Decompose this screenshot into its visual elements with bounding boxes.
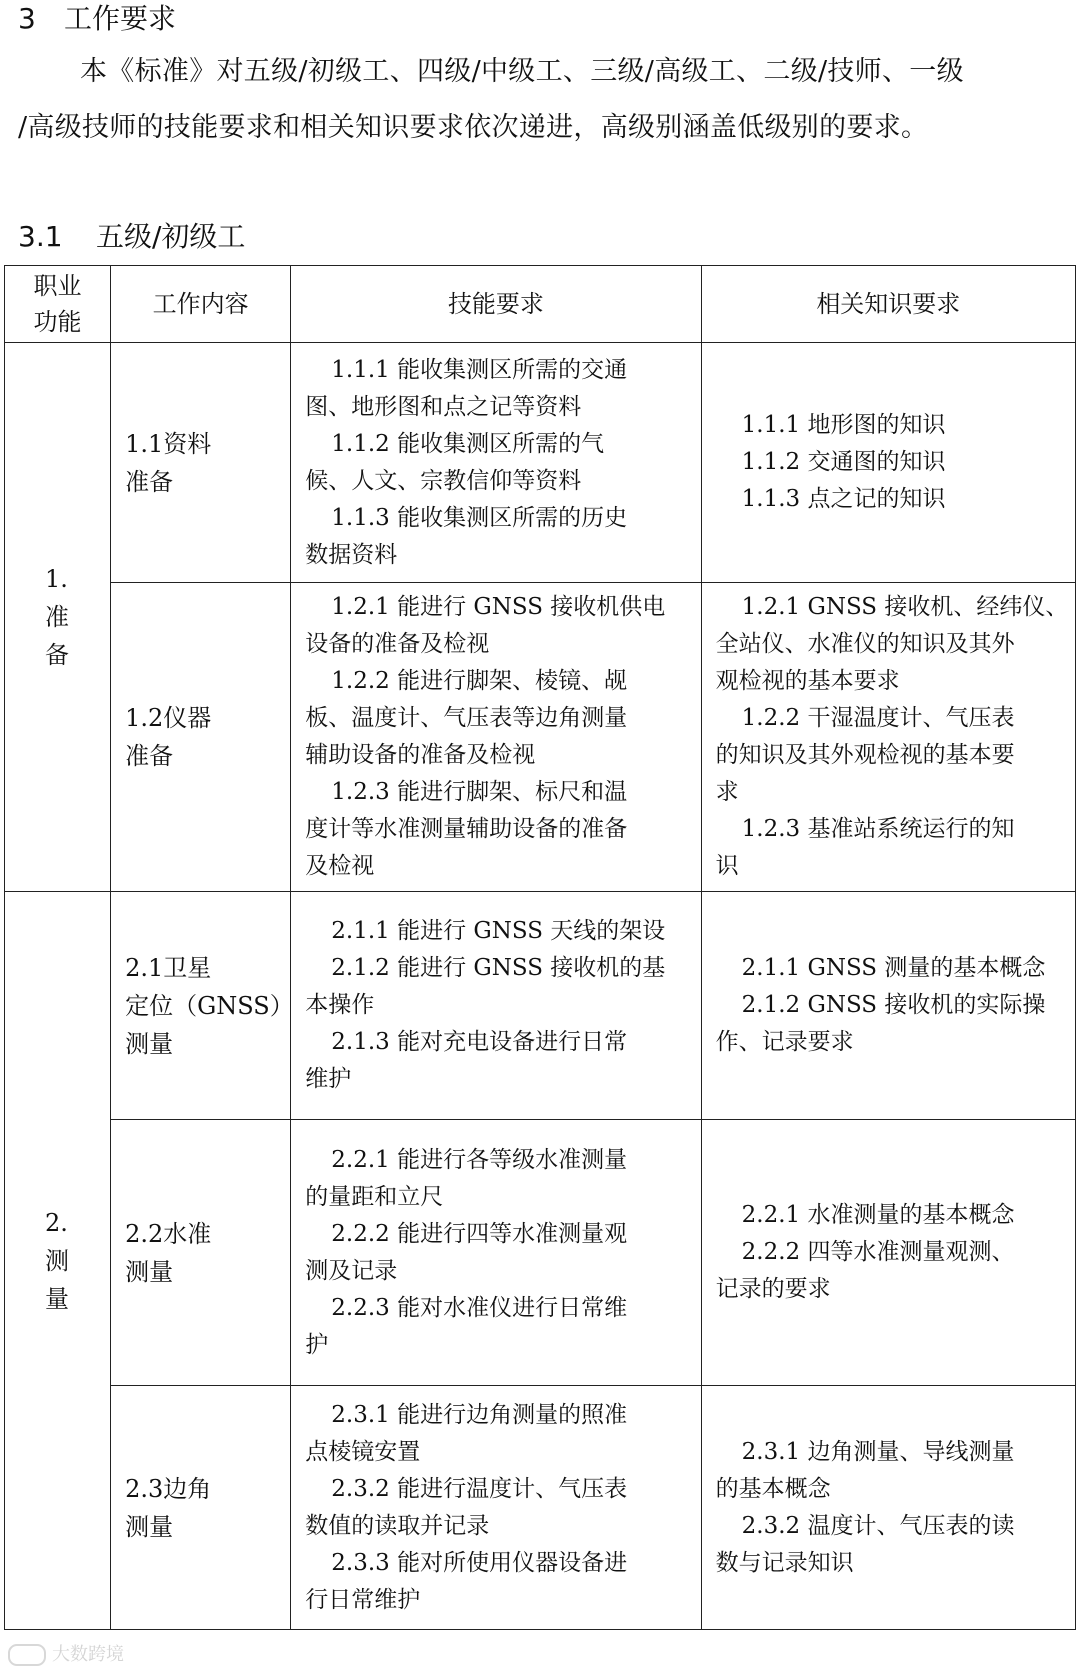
work-content-number: 2.2 [125, 1219, 164, 1248]
skill-item-line: 测及记录 [305, 1257, 398, 1284]
work-content-char-a: 边 [163, 1474, 188, 1503]
work-content-char-b: 角 [187, 1474, 212, 1503]
knowledge-item-line: 1.2.1 GNSS 接收机、经纬仪、 [741, 594, 1069, 620]
skill-requirements-cell [291, 892, 701, 1120]
skill-item-line: 2.1.2 能进行 GNSS 接收机的基 [331, 955, 666, 981]
function-label-line1: 1. [45, 565, 68, 593]
skill-item [305, 1545, 688, 1619]
skill-item-line: 2.2.3 能对水准仪进行日常维 [331, 1294, 628, 1321]
knowledge-item [716, 1434, 1063, 1508]
skill-item [305, 1290, 688, 1364]
knowledge-requirements-cell [701, 343, 1075, 583]
skill-item [305, 352, 688, 426]
function-label-line1: 2. [45, 1208, 68, 1237]
work-content-line-2: 测量 [125, 1512, 174, 1541]
skill-item-line: 1.1.3 能收集测区所需的历史 [331, 504, 628, 531]
watermark [8, 1640, 124, 1666]
header-skill: 技能要求 [291, 266, 701, 343]
knowledge-item-line: 1.2.3 基准站系统运行的知 [741, 816, 1015, 842]
skill-item [305, 426, 688, 500]
work-content-number: 2.1 [125, 953, 164, 982]
skill-item-line: 行日常维护 [305, 1586, 421, 1613]
knowledge-item-line: 的基本概念 [715, 1475, 831, 1502]
watermark-logo-icon [8, 1644, 46, 1666]
knowledge-item-line: 1.2.2 干湿温度计、气压表 [741, 705, 1015, 731]
table-row [5, 1386, 1076, 1630]
knowledge-item-line: 的知识及其外观检视的基本要 [715, 742, 1015, 768]
work-content-cell [111, 1120, 291, 1386]
section-title-text: 工作要求 [64, 2, 177, 35]
skill-item-line: 及检视 [305, 853, 375, 879]
table-row [5, 892, 1076, 1120]
knowledge-item-line: 观检视的基本要求 [715, 668, 900, 694]
table-row [5, 343, 1076, 583]
skill-item-line: 1.1.2 能收集测区所需的气 [331, 430, 605, 457]
skill-item [305, 1471, 688, 1545]
knowledge-requirements-cell [701, 892, 1075, 1120]
intro-line-1: 本《标准》对五级/初级工、四级/中级工、三级/高级工、二级/技师、一级 [80, 56, 964, 87]
knowledge-item-line: 2.1.2 GNSS 接收机的实际操 [741, 992, 1046, 1018]
skill-item-line: 2.2.2 能进行四等水准测量观 [331, 1220, 628, 1247]
knowledge-item-line: 求 [715, 779, 739, 805]
skill-item-line: 1.1.1 能收集测区所需的交通 [331, 356, 628, 383]
function-label-line3: 量 [45, 1284, 69, 1313]
skill-item-line: 2.3.2 能进行温度计、气压表 [331, 1475, 628, 1502]
table-row [5, 583, 1076, 892]
subsection-title-text: 五级/初级工 [96, 220, 246, 253]
knowledge-requirements-cell [701, 1386, 1075, 1630]
skill-item [305, 774, 688, 885]
skill-item [305, 663, 688, 774]
knowledge-item-line: 2.2.2 四等水准测量观测、 [741, 1239, 1015, 1265]
subsection-number: 3.1 [18, 220, 63, 253]
header-knowledge: 相关知识要求 [701, 266, 1075, 343]
work-content-char-b: 准 [187, 1219, 212, 1248]
knowledge-item-line: 2.2.1 水准测量的基本概念 [741, 1202, 1015, 1228]
skill-item [305, 589, 688, 663]
work-content-line-2: 定位（GNSS） [125, 991, 294, 1020]
skill-item-line: 点棱镜安置 [305, 1438, 421, 1465]
knowledge-item-line: 数与记录知识 [715, 1549, 854, 1576]
work-content-line-1 [125, 425, 278, 463]
function-cell [5, 892, 111, 1630]
work-content-line-2: 准备 [125, 467, 174, 496]
function-label-line2: 测 [45, 1246, 69, 1275]
skill-requirements-cell [291, 1120, 701, 1386]
skill-item-line: 设备的准备及检视 [305, 631, 490, 657]
table-row [5, 1120, 1076, 1386]
knowledge-item [716, 811, 1063, 885]
skill-item [305, 1142, 688, 1216]
knowledge-item-line: 记录的要求 [715, 1276, 831, 1302]
intro-paragraph [18, 44, 1058, 156]
skill-item-line: 候、人文、宗教信仰等资料 [305, 467, 582, 494]
skill-item-line: 1.2.2 能进行脚架、棱镜、觇 [331, 668, 628, 694]
table-header-row [5, 266, 1076, 343]
work-content-line-3: 测量 [125, 1029, 174, 1058]
skill-item-line: 2.1.1 能进行 GNSS 天线的架设 [331, 918, 666, 944]
knowledge-item-line: 1.1.3 点之记的知识 [741, 486, 946, 512]
skill-item-line: 护 [305, 1331, 329, 1358]
skill-item-line: 图、地形图和点之记等资料 [305, 393, 582, 420]
knowledge-item-line: 作、记录要求 [715, 1029, 854, 1055]
skill-item-line: 度计等水准测量辅助设备的准备 [305, 816, 628, 842]
table-body [5, 343, 1076, 1630]
knowledge-item-line: 2.3.1 边角测量、导线测量 [741, 1438, 1015, 1465]
work-content-char-b: 器 [187, 704, 212, 732]
knowledge-item [716, 700, 1063, 811]
knowledge-item [716, 987, 1063, 1061]
intro-line-2: /高级技师的技能要求和相关知识要求依次递进，高级别涵盖低级别的要求。 [18, 112, 929, 143]
work-content-char-a: 仪 [163, 704, 188, 732]
subsection-heading [18, 220, 245, 254]
skill-item-line: 本操作 [305, 992, 375, 1018]
function-label-line2: 准 [45, 603, 69, 631]
work-content-char-b: 料 [187, 429, 212, 458]
work-content-number: 1.2 [125, 704, 164, 732]
skill-item-line: 2.2.1 能进行各等级水准测量 [331, 1146, 628, 1173]
work-content-line-1 [125, 1470, 278, 1508]
header-function [5, 266, 111, 343]
work-content-char-b: 星 [187, 953, 212, 982]
watermark-text: 大数跨境 [52, 1644, 124, 1665]
work-content-cell [111, 1386, 291, 1630]
skill-item-line: 1.2.1 能进行 GNSS 接收机供电 [331, 594, 666, 620]
skill-item [305, 1024, 688, 1098]
knowledge-requirements-cell [701, 1120, 1075, 1386]
skill-item [305, 950, 688, 1024]
work-content-char-a: 卫 [163, 953, 188, 982]
knowledge-item-line: 1.1.2 交通图的知识 [741, 449, 946, 475]
skill-item-line: 维护 [305, 1066, 352, 1092]
knowledge-item-line: 全站仪、水准仪的知识及其外 [715, 631, 1015, 657]
work-content-line-1 [125, 699, 278, 737]
skill-item-line: 的量距和立尺 [305, 1183, 444, 1210]
knowledge-requirements-cell [701, 583, 1075, 892]
knowledge-item-line: 2.3.2 温度计、气压表的读 [741, 1512, 1015, 1539]
work-content-cell [111, 583, 291, 892]
function-cell [5, 343, 111, 892]
work-content-cell [111, 343, 291, 583]
work-content-number: 1.1 [125, 429, 164, 458]
skill-item-line: 2.1.3 能对充电设备进行日常 [331, 1029, 628, 1055]
work-content-line-1 [125, 1215, 278, 1253]
function-label-line3: 备 [45, 641, 69, 669]
knowledge-item [715, 589, 1069, 700]
knowledge-item [716, 950, 1063, 987]
skill-item-line: 数值的读取并记录 [305, 1512, 490, 1539]
knowledge-item-line: 1.1.1 地形图的知识 [741, 412, 946, 438]
skill-requirements-cell [291, 343, 701, 583]
work-content-line-2: 准备 [125, 742, 174, 770]
header-function-line-2: 功能 [33, 308, 82, 336]
skill-item-line: 2.3.1 能进行边角测量的照准 [331, 1401, 628, 1428]
section-heading [18, 2, 176, 36]
knowledge-item [716, 1508, 1063, 1582]
knowledge-item [716, 444, 1063, 481]
knowledge-item [716, 1197, 1063, 1234]
knowledge-item [716, 481, 1063, 518]
work-content-char-a: 资 [163, 429, 188, 458]
work-content-char-a: 水 [163, 1219, 188, 1248]
skill-item [305, 1216, 688, 1290]
knowledge-item [716, 1234, 1063, 1308]
skill-item-line: 辅助设备的准备及检视 [305, 742, 536, 768]
section-number: 3 [18, 2, 36, 35]
skill-requirements-cell [291, 1386, 701, 1630]
knowledge-item-line: 识 [715, 853, 739, 879]
skill-item-line: 1.2.3 能进行脚架、标尺和温 [331, 779, 628, 805]
skill-item-line: 板、温度计、气压表等边角测量 [305, 705, 628, 731]
skill-item [305, 913, 688, 950]
work-content-number: 2.3 [125, 1474, 164, 1503]
work-content-line-2: 测量 [125, 1257, 174, 1286]
knowledge-item [716, 407, 1063, 444]
knowledge-item-line: 2.1.1 GNSS 测量的基本概念 [741, 955, 1046, 981]
skill-item [305, 500, 688, 574]
skill-item-line: 2.3.3 能对所使用仪器设备进 [331, 1549, 628, 1576]
header-content: 工作内容 [111, 266, 291, 343]
header-function-line-1: 职业 [33, 272, 82, 300]
skill-item [305, 1397, 688, 1471]
requirements-table [4, 265, 1076, 1630]
skill-item-line: 数据资料 [305, 541, 398, 568]
skill-requirements-cell [291, 583, 701, 892]
work-content-line-1 [125, 949, 278, 987]
work-content-cell [111, 892, 294, 1120]
